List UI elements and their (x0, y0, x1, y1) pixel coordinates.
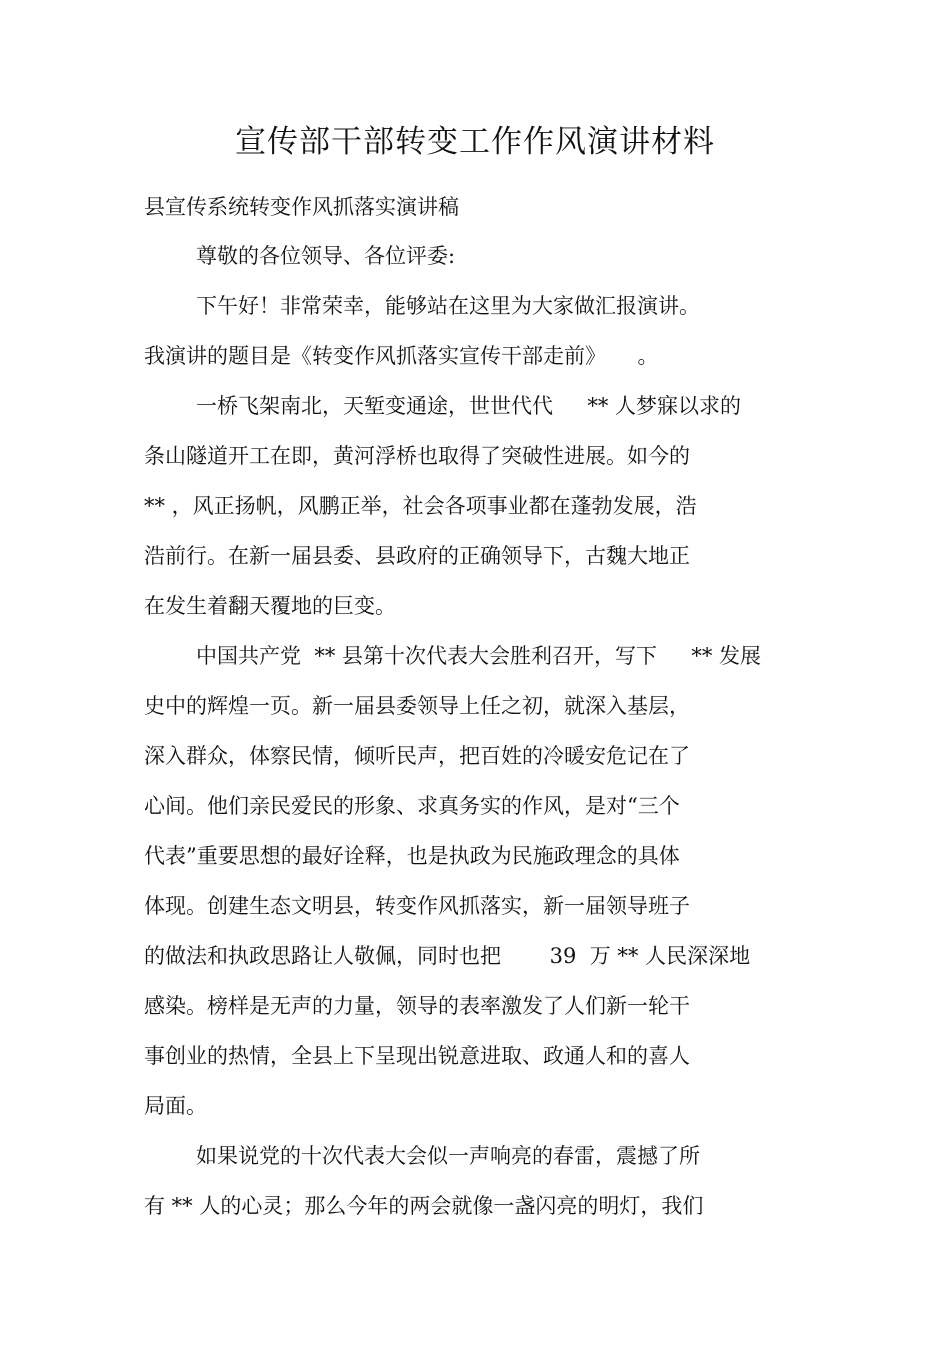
text-line: 条山隧道开工在即，黄河浮桥也取得了突破性进展。如今的 (144, 444, 690, 468)
text-line: 下午好！非常荣幸，能够站在这里为大家做汇报演讲。 (196, 294, 700, 318)
text-line: 的做法和执政思路让人敬佩，同时也把 39 万 ** 人民深深地 (144, 944, 751, 968)
text-line: 浩前行。在新一届县委、县政府的正确领导下，古魏大地正 (144, 544, 690, 568)
text-line: 我演讲的题目是《转变作风抓落实宣传干部走前》 。 (144, 344, 659, 368)
text-line: 在发生着翻天覆地的巨变。 (144, 594, 396, 618)
text-line: 感染。榜样是无声的力量，领导的表率激发了人们新一轮干 (144, 994, 690, 1018)
text-line: 史中的辉煌一页。新一届县委领导上任之初，就深入基层， (144, 694, 690, 718)
text-line: 如果说党的十次代表大会似一声响亮的春雷，震撼了所 (196, 1144, 700, 1168)
text-line: 局面。 (144, 1094, 207, 1118)
document-title: 宣传部干部转变工作作风演讲材料 (235, 124, 715, 160)
text-line: 尊敬的各位领导、各位评委: (196, 244, 456, 268)
document-subtitle: 县宣传系统转变作风抓落实演讲稿 (144, 195, 459, 219)
text-line: ** ，风正扬帆，风鹏正举，社会各项事业都在蓬勃发展，浩 (144, 494, 697, 518)
text-line: 代表”重要思想的最好诠释，也是执政为民施政理念的具体 (144, 844, 680, 868)
text-line: 体现。创建生态文明县，转变作风抓落实，新一届领导班子 (144, 894, 690, 918)
text-line: 有 ** 人的心灵；那么今年的两会就像一盏闪亮的明灯，我们 (144, 1194, 704, 1218)
text-line: 事创业的热情，全县上下呈现出锐意进取、政通人和的喜人 (144, 1044, 690, 1068)
text-line: 深入群众，体察民情，倾听民声，把百姓的冷暖安危记在了 (144, 744, 690, 768)
text-line: 中国共产党 ** 县第十次代表大会胜利召开，写下 ** 发展 (196, 644, 762, 668)
text-line: 心间。他们亲民爱民的形象、求真务实的作风，是对“三个 (144, 794, 680, 818)
text-line: 一桥飞架南北，天堑变通途，世世代代 ** 人梦寐以求的 (196, 394, 742, 418)
